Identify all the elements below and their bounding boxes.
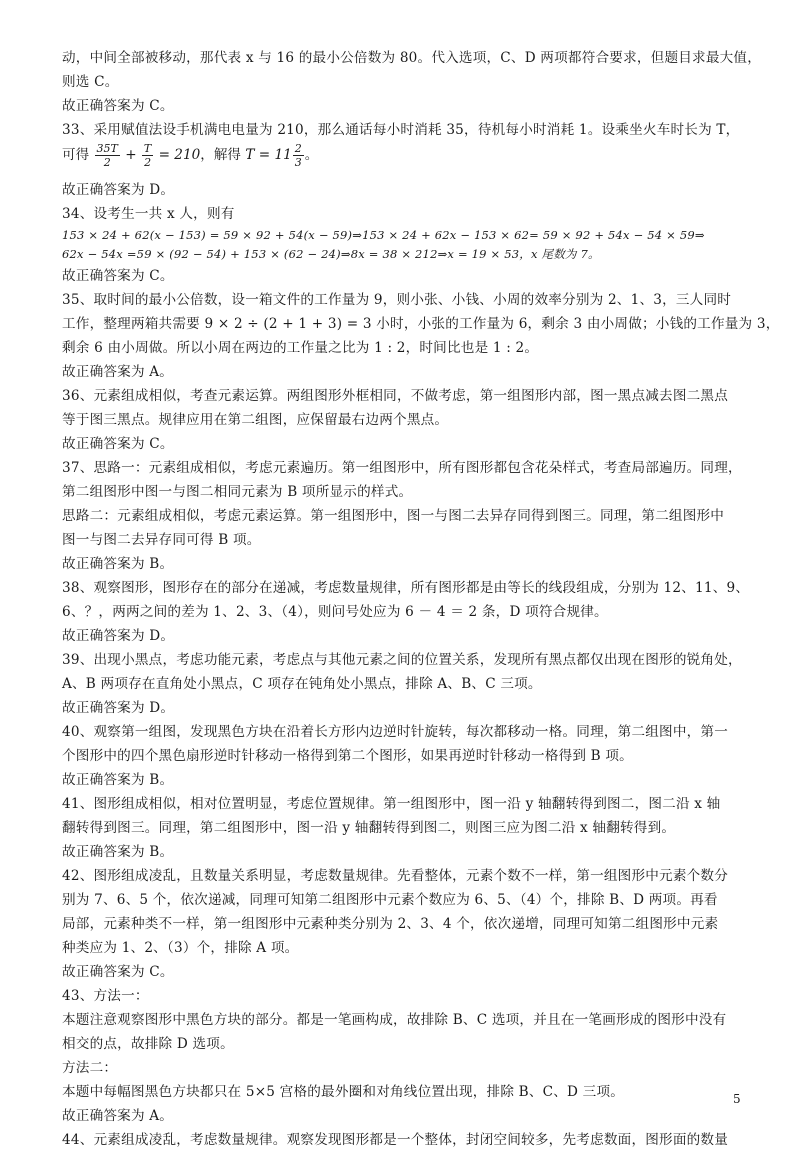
- document-page: [62, 46, 780, 1152]
- text-line: 种类应为 1、2、（3）个，排除 A 项。: [62, 940, 299, 956]
- text-line: 6、？，两两之间的差为 1、2、3、（4），则问号处应为 6 － 4 ＝ 2 条，D 项符合规律。: [62, 604, 608, 620]
- text-line: 则选 C。: [62, 74, 119, 90]
- text-line: 36、元素组成相似，考查元素运算。两组图形外框相同，不做考虑，第一组图形内部，图一黑点减去图二黑点: [62, 388, 728, 404]
- text-line: 43、方法一：: [62, 988, 149, 1004]
- text-line: 38、观察图形，图形存在的部分在递减，考虑数量规律，所有图形都是由等长的线段组成，分别为 12、11、9、: [62, 580, 750, 596]
- eq-prefix: 可得: [62, 147, 90, 163]
- text-line: 44、元素组成凌乱，考虑数量规律。观察发现图形都是一个整体，封闭空间较多，先考虑数面，图形面的数量: [62, 1132, 728, 1148]
- eq-result: T = 11: [245, 147, 292, 163]
- math-line: 62x − 54x =59 × (92 − 54) + 153 × (62 − 24)⇒8x = 38 × 212⇒x = 19 × 53，x 尾数为 7。: [62, 247, 600, 261]
- text-line: 方法二：: [62, 1060, 118, 1076]
- text-line: 翻转得到图三。同理，第二组图形中，图一沿 y 轴翻转得到图二，则图三应为图二沿 x 轴翻转得到。: [62, 820, 676, 836]
- text-line: 等于图三黑点。规律应用在第二组图，应保留最右边两个黑点。: [62, 412, 449, 428]
- text-line: 故正确答案为 B。: [62, 556, 174, 572]
- text-line: 故正确答案为 C。: [62, 436, 174, 452]
- text-line: 故正确答案为 B。: [62, 772, 174, 788]
- fraction: $\frac{35T}{2}$: [96, 142, 118, 169]
- text-line: 40、观察第一组图，发现黑色方块在沿着长方形内边逆时针旋转，每次都移动一格。同理，第二组图中，第一: [62, 724, 728, 740]
- text-line: 37、思路一：元素组成相似，考虑元素遍历。第一组图形中，所有图形都包含花朵样式，考查局部遍历。同理，: [62, 460, 742, 476]
- text-line: A、B 两项存在直角处小黑点，C 项存在钝角处小黑点，排除 A、B、C 三项。: [62, 676, 542, 692]
- answer-body: [62, 264, 780, 1152]
- math-line: 153 × 24 + 62(x − 153) = 59 × 92 + 54(x − 59)⇒153 × 24 + 62x − 153 × 62= 59 × 92 + 54x − 54 × 59⇒: [62, 228, 705, 242]
- eq-equals: = 210: [158, 147, 201, 163]
- text-line: 34、设考生一共 x 人，则有: [62, 206, 235, 222]
- text-line: 33、采用赋值法设手机满电电量为 210，那么通话每小时消耗 35，待机每小时消耗 1。设乘坐火车时长为 T，: [62, 122, 740, 138]
- text-line: 故正确答案为 D。: [62, 182, 175, 198]
- text-line: 39、出现小黑点，考虑功能元素，考虑点与其他元素之间的位置关系，发现所有黑点都仅出现在图形的锐角处，: [62, 652, 742, 668]
- text-line: 42、图形组成凌乱，且数量关系明显，考虑数量规律。先看整体，元素个数不一样，第一组图形中元素个数分: [62, 868, 728, 884]
- text-line: 局部，元素种类不一样，第一组图形中元素种类分别为 2、3、4 个，依次递增，同理可知第二组图形中元素: [62, 916, 719, 932]
- text-line: 剩余 6 由小周做。所以小周在两边的工作量之比为 1 : 2，时间比也是 1 : 2。: [62, 340, 539, 356]
- text-line: 图一与图二去异存同可得 B 项。: [62, 532, 261, 548]
- text-line: 动，中间全部被移动，那代表 x 与 16 的最小公倍数为 80。代入选项，C、D 两项都符合要求，但题目求最大值，: [62, 50, 762, 66]
- eq-plus: +: [125, 147, 137, 163]
- text-line: 相交的点，故排除 D 选项。: [62, 1036, 234, 1052]
- text-line: 故正确答案为 A。: [62, 1108, 174, 1124]
- text-line: 故正确答案为 C。: [62, 98, 174, 114]
- text-line: 工作，整理两箱共需要 9 × 2 ÷ (2 + 1 + 3) = 3 小时，小张的工作量为 6，剩余 3 由小周做；小钱的工作量为 3，: [62, 316, 780, 332]
- text-line: 故正确答案为 D。: [62, 700, 175, 716]
- text-line: 故正确答案为 A。: [62, 364, 174, 380]
- text-line: 思路二：元素组成相似，考虑元素运算。第一组图形中，图一与图二去异存同得到图三。同理，第二组图形中: [62, 508, 725, 524]
- text-line: 个图形中的四个黑色扇形逆时针移动一格得到第二个图形，如果再逆时针移动一格得到 B 项。: [62, 748, 633, 764]
- eq-middle: ，解得: [200, 147, 242, 163]
- eq-suffix: 。: [304, 147, 319, 163]
- text-line: 第二组图形中图一与图二相同元素为 B 项所显示的样式。: [62, 484, 413, 500]
- page-number: 5: [733, 1092, 741, 1106]
- text-line: 故正确答案为 C。: [62, 964, 174, 980]
- fraction: $\frac{T}{2}$: [143, 142, 152, 169]
- text-line: 35、取时间的最小公倍数，设一箱文件的工作量为 9，则小张、小钱、小周的效率分别为 2、1、3，三人同时: [62, 292, 732, 308]
- equation-33: [62, 142, 768, 178]
- text-line: 本题中每幅图黑色方块都只在 5×5 宫格的最外圈和对角线位置出现，排除 B、C、D 三项。: [62, 1084, 625, 1100]
- text-line: 41、图形组成相似，相对位置明显，考虑位置规律。第一组图形中，图一沿 y 轴翻转得到图二，图二沿 x 轴: [62, 796, 721, 812]
- text-line: 本题注意观察图形中黑色方块的部分。都是一笔画构成，故排除 B、C 选项，并且在一笔画形成的图形中没有: [62, 1012, 727, 1028]
- text-line: 故正确答案为 D。: [62, 628, 175, 644]
- text-line: 故正确答案为 B。: [62, 844, 174, 860]
- text-line: 故正确答案为 C。: [62, 268, 174, 284]
- text-line: 别为 7、6、5 个，依次递减，同理可知第二组图形中元素个数应为 6、5、（4）个，排除 B、D 两项。再看: [62, 892, 718, 908]
- fraction: $\frac{2}{3}$: [294, 142, 302, 169]
